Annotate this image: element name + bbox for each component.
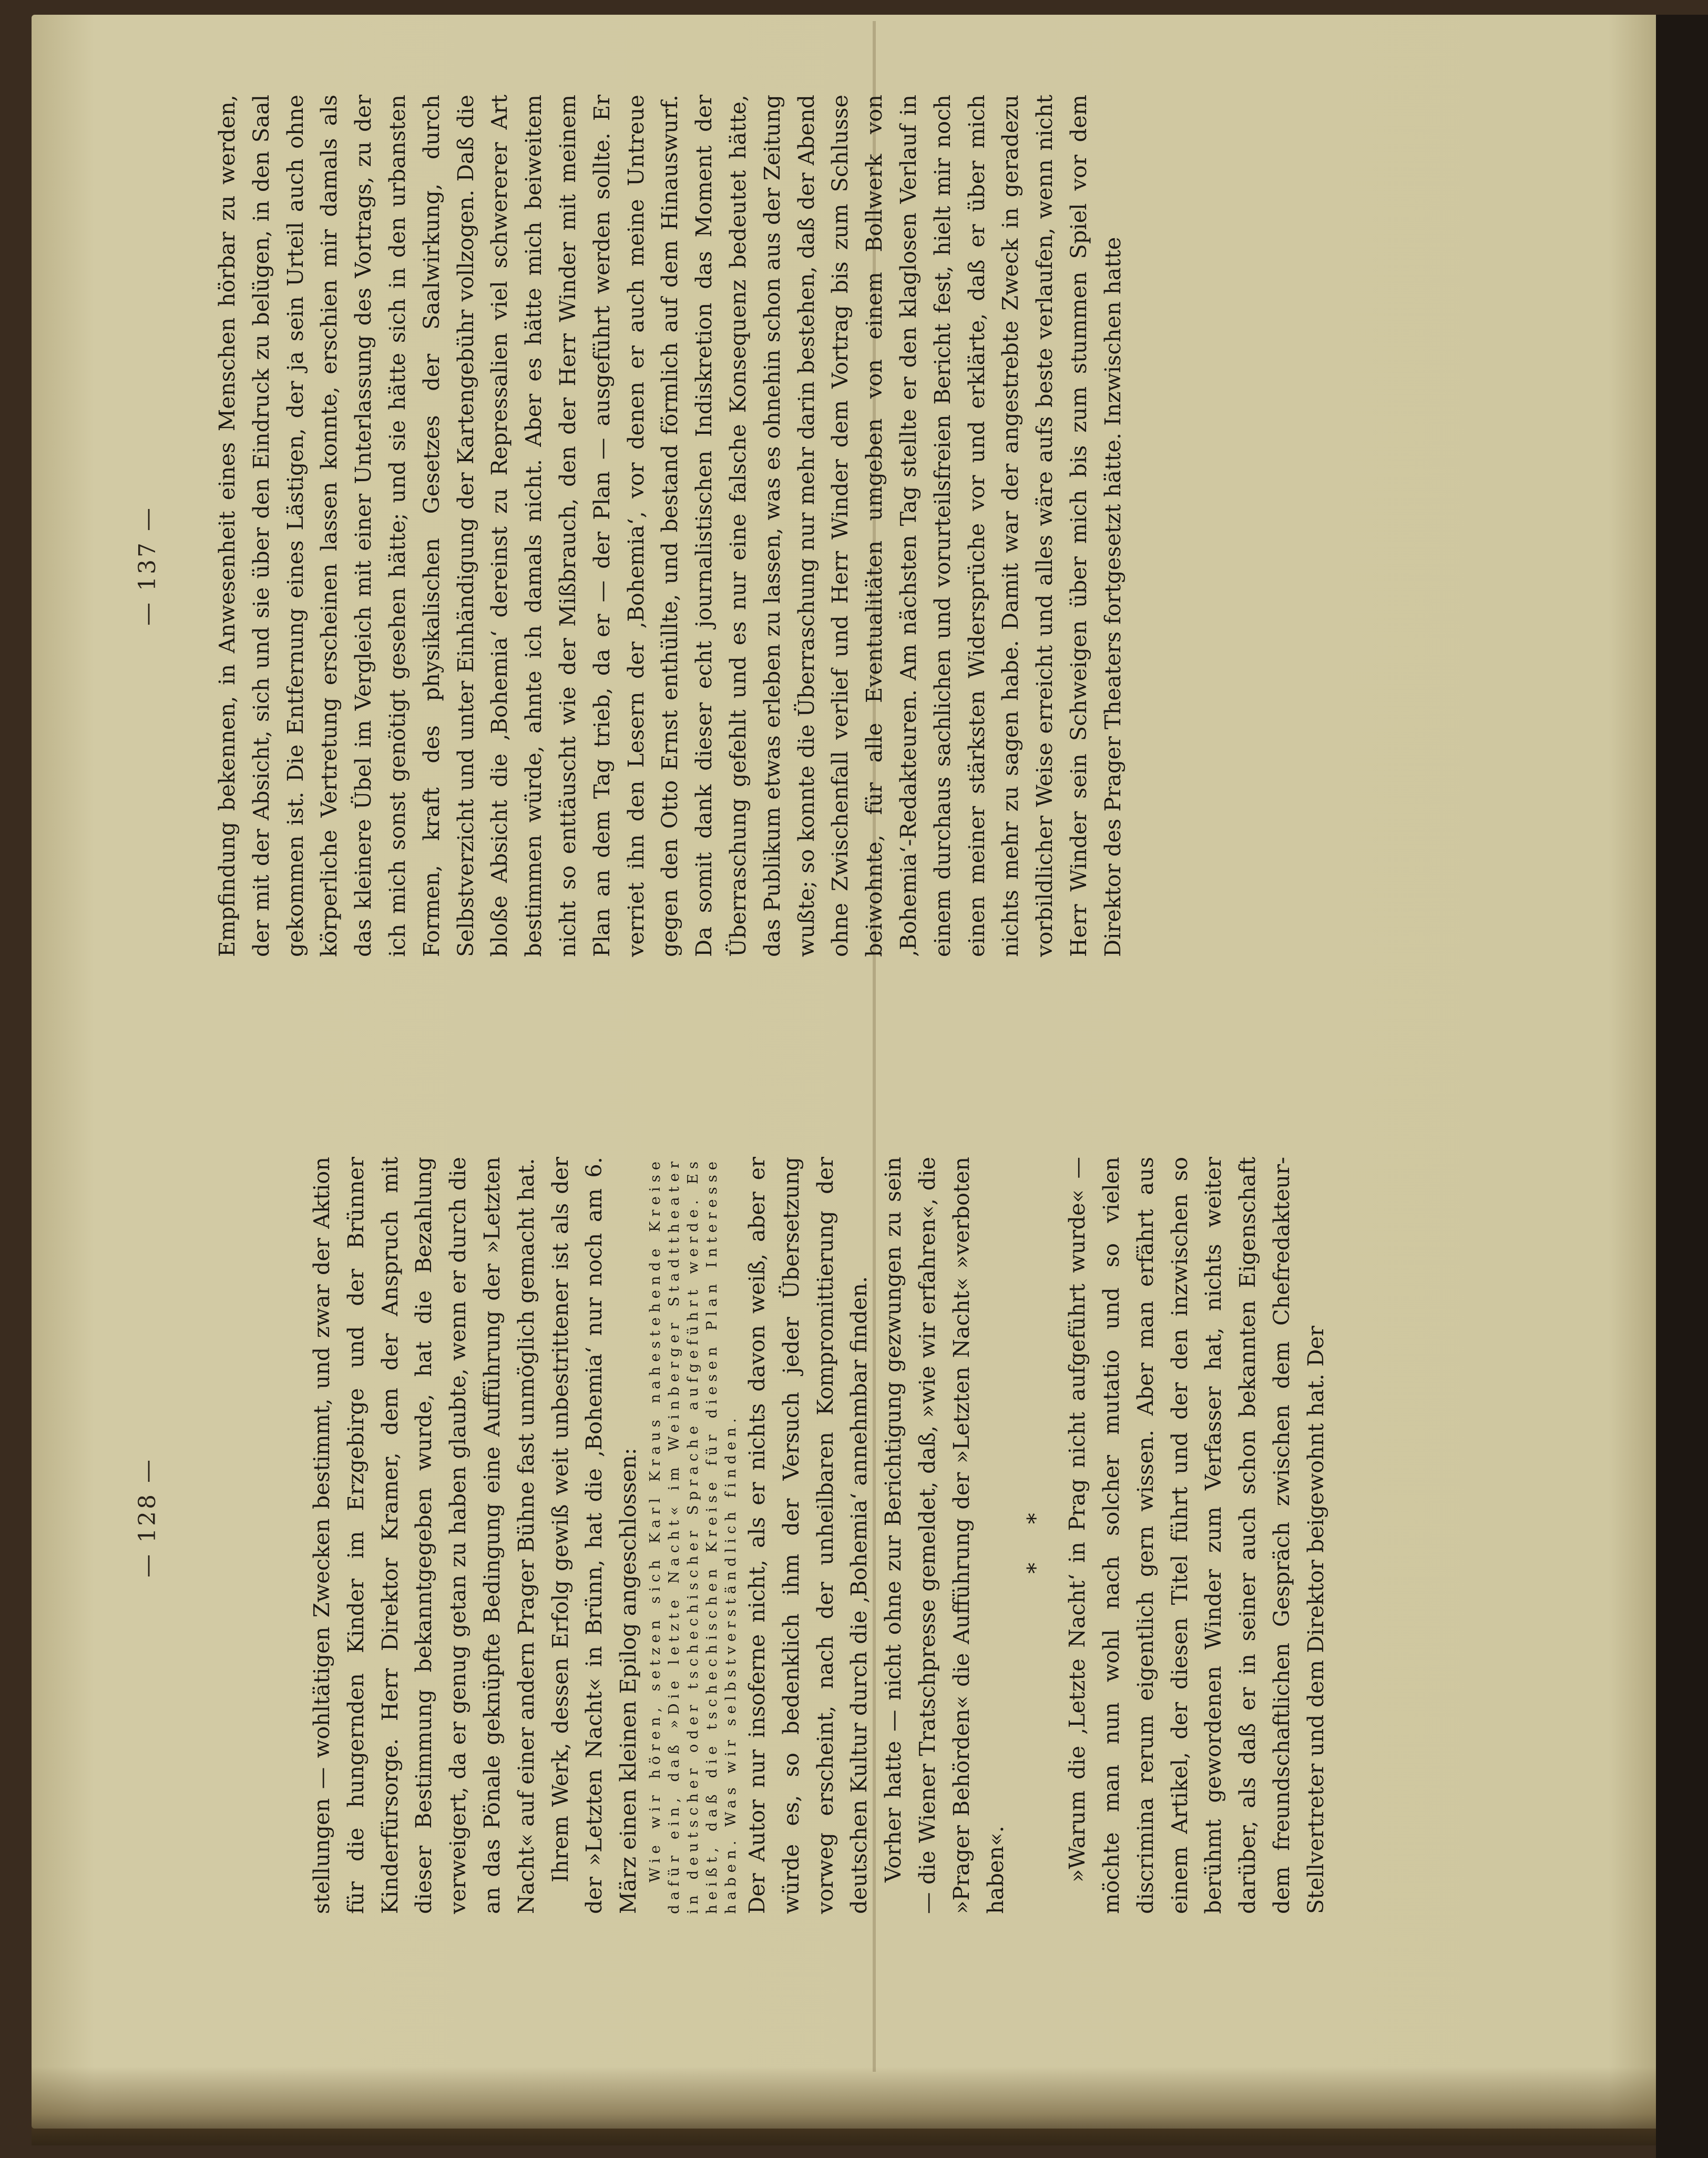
paragraph: Empfindung bekennen, in Anwesenheit eines Menschen hörbar zu werden, der mit der Absicht, sich und sie über den Eindruck zu belügen, in den Saal gekommen ist. Die Entfernung eines Lästigen, der ja sein Urteil auch ohne körperliche Vertretung erscheinen lassen konnte, erschien mir damals als das kleinere Übel im Vergleich mit einer Unterlassung des Vortrags, zu der ich mich sonst genötigt gesehen hätte; und sie hätte sich in den urbansten Formen, kraft des physikalischen Gesetzes der Saalwirkung, durch Selbstverzicht und unter Einhändigung der Kartengebühr vollzogen. Daß die bloße Absicht die ‚Bohemia‘ dereinst zu Repressalien viel schwererer Art bestimmen würde, ahnte ich damals nicht. Aber es hätte mich beiweitem nicht so enttäuscht wie der Mißbrauch, den der Herr Winder mit meinem Plan an dem Tag trieb, da er — der Plan — ausgeführt werden sollte. Er verriet ihn den Lesern der ‚Bohemia‘, vor denen er auch meine Untreue gegen den Otto Ernst enthüllte, und bestand förmlich auf dem Hinauswurf. Da somit dank dieser echt journalistischen Indiskretion das Moment der Überraschung gefehlt und es nur eine falsche Konsequenz bedeutet hätte, das Publikum etwas erleben zu lassen, was es ohnehin schon aus der Zeitung wußte; so konnte die Überraschung nur mehr darin bestehen, daß der Abend ohne Zwischenfall verlief und Herr Winder dem Vortrag bis zum Schlusse beiwohnte, für alle Eventualitäten umgeben von einem Bollwerk von ‚Bohemia‘-Redakteuren. Am nächsten Tag stellte er den klaglosen Verlauf in einem durchaus sachlichen und vorurteilsfreien Bericht fest, hielt mir noch einen meiner stärksten Widersprüche vor und erklärte, daß er über mich nichts mehr zu sagen habe. Damit war der angestrebte Zweck in geradezu vorbildlicher Weise erreicht und alles wäre aufs beste verlaufen, wenn nicht Herr Winder sein Schweigen über mich bis zum stummen Spiel vor dem Direktor des Prager Theaters fortgesetzt hätte. Inzwischen hatte bbox=[214, 95, 1126, 957]
page-number-left: — 128 — bbox=[134, 1458, 161, 1577]
paragraph: Der Autor nur insoferne nicht, als er nichts davon weiß, aber er würde es, so bedenklich ihm der Versuch jeder Übersetzung vorweg erscheint, nach der unheilbaren Kompromittierung der deutschen Kultur durch die ‚Bohemia‘ annehmbar finden. bbox=[743, 1157, 872, 1914]
paragraph: Vorher hatte — nicht ohne zur Berichtigung gezwungen zu sein — die Wiener Tratschpresse gemeldet, daß, »wie wir erfahren«, die »Prager Behörden« die Aufführung der »Letzten Nacht« »verboten haben«. bbox=[880, 1157, 1008, 1914]
right-page-column bbox=[210, 95, 1130, 957]
page-edge bbox=[1656, 15, 1708, 2158]
paragraph: Ihrem Werk, dessen Erfolg gewiß weit unbestrittener ist als der der »Letzten Nacht« in Brünn, hat die ‚Bohemia‘ nur noch am 6. März einen kleinen Epilog angeschlossen: bbox=[547, 1157, 641, 1914]
left-page-column bbox=[305, 1157, 1333, 1914]
paragraph: »Warum die ‚Letzte Nacht‘ in Prag nicht aufgeführt wurde« — möchte man nun wohl nach solcher mutatio und so vielen discrimina rerum eigentlich gern wissen. Aber man erfährt aus einem Artikel, der diesen Titel führt und der den inzwischen so berühmt gewordenen Winder zum Verfasser hat, nichts weiter darüber, als daß er in seiner auch schon bekannten Eigenschaft dem freundschaftlichen Gespräch zwischen dem Chefredakteur-Stellvertreter und dem Direktor beigewohnt hat. Der bbox=[1064, 1157, 1328, 1914]
spine-shadow bbox=[32, 2067, 1680, 2145]
page-number-right: — 137 — bbox=[134, 506, 161, 626]
section-divider: * * bbox=[1022, 1497, 1049, 1574]
block-quote: Wie wir hören, setzen sich Karl Kraus nahestehende Kreise dafür ein, daß »Die letzte Nacht« im Weinberger Stadttheater in deutscher oder tschechischer Sprache aufgeführt werde. Es heißt, daß die tschechischen Kreise für diesen Plan Interesse haben. Was wir selbstverständlich finden. bbox=[646, 1157, 739, 1914]
paragraph: stellungen — wohltätigen Zwecken bestimmt, und zwar der Aktion für die hungernden Kinder im Erzgebirge und der Brünner Kinderfürsorge. Herr Direktor Kramer, dem der Anspruch mit dieser Bestimmung bekanntgegeben wurde, hat die Bezahlung verweigert, da er genug getan zu haben glaubte, wenn er durch die an das Pönale geknüpfte Bedingung eine Aufführung der »Letzten Nacht« auf einer andern Prager Bühne fast unmöglich gemacht hat. bbox=[309, 1157, 539, 1914]
